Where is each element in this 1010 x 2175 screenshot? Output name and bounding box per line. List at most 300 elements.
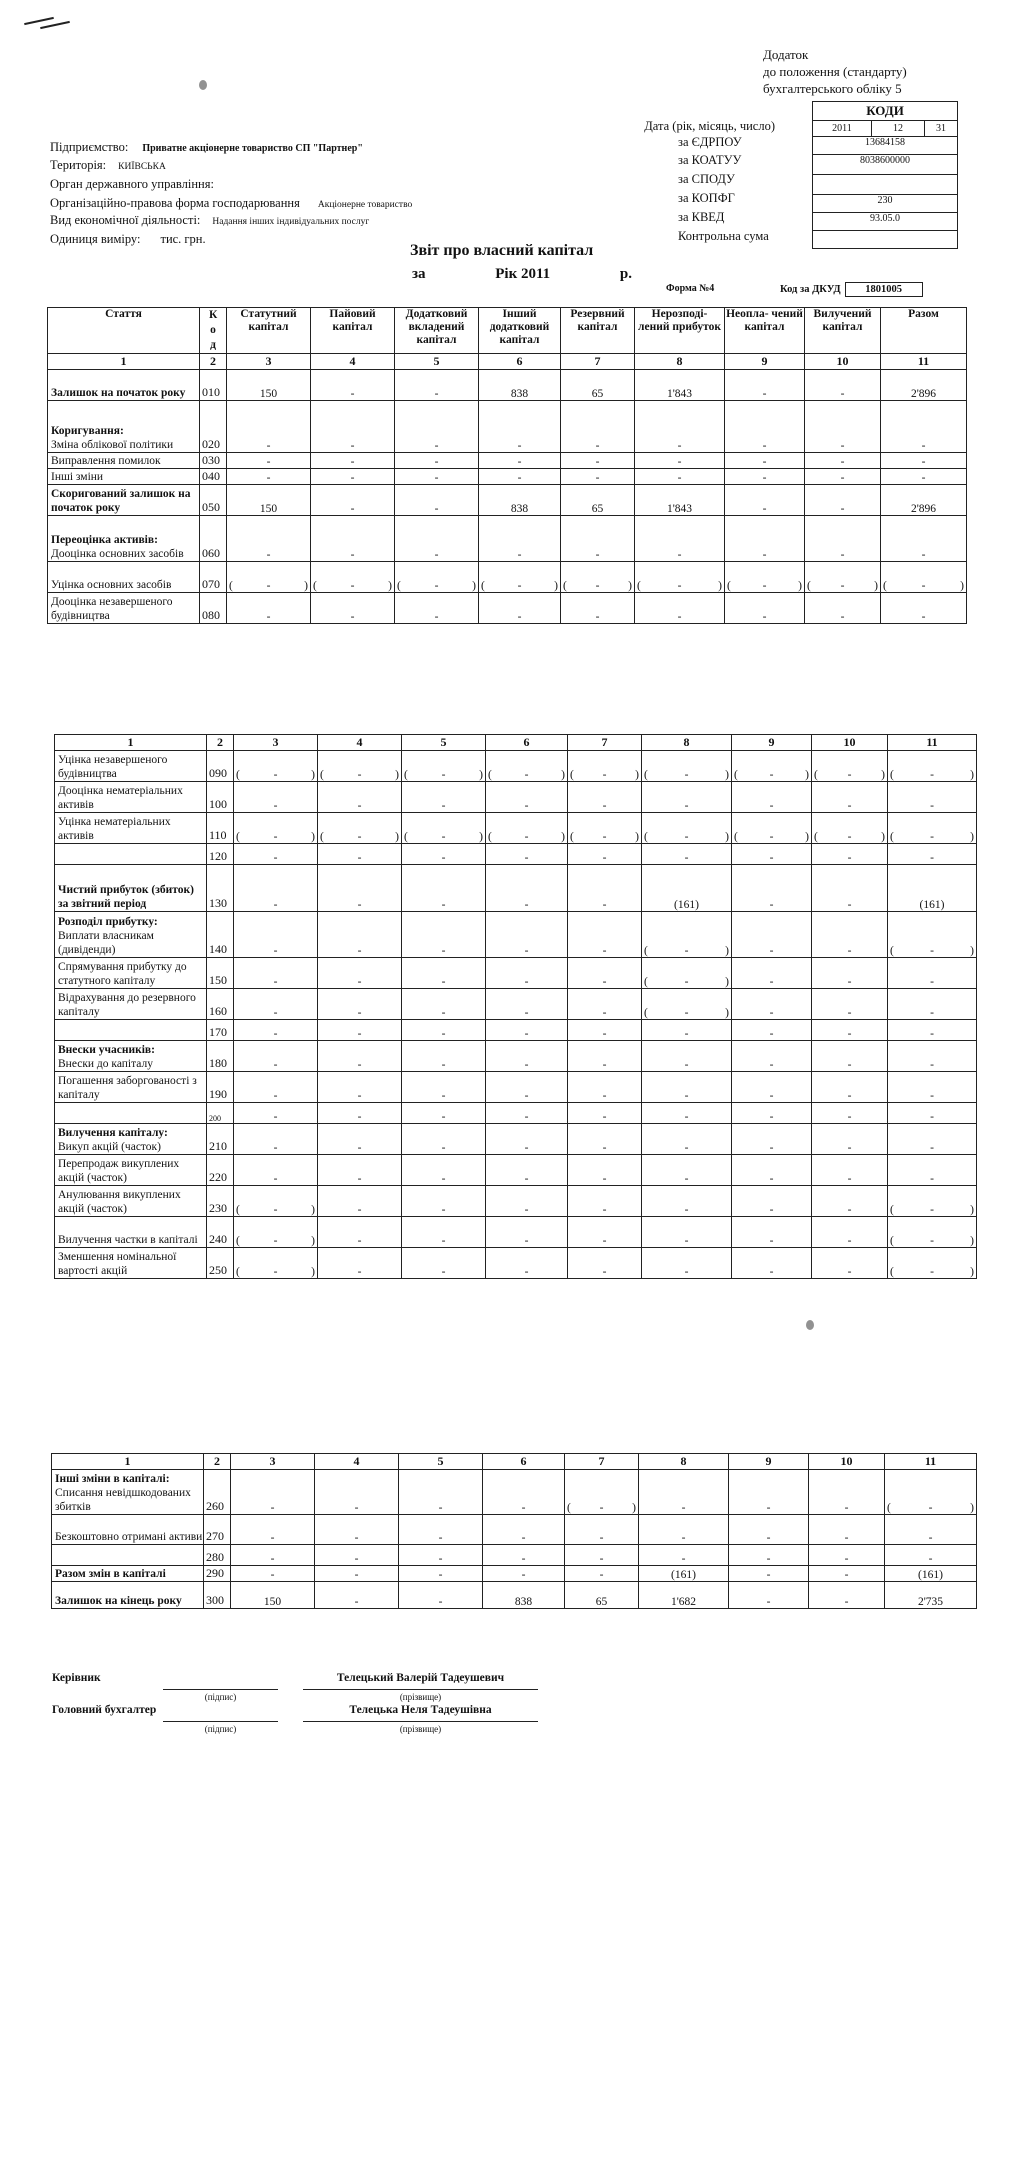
- scan-speck: [199, 80, 207, 90]
- value-cell: (161): [639, 1566, 729, 1582]
- value-cell: [234, 813, 318, 844]
- value-cell: -: [399, 1566, 483, 1582]
- value-cell: -: [642, 1072, 732, 1103]
- value-cell: -: [311, 516, 395, 562]
- value-cell: [311, 562, 395, 593]
- codes-title: КОДИ: [866, 103, 904, 118]
- dkud-value: 1801005: [845, 282, 923, 297]
- bracketed-value: ( - ): [313, 580, 392, 592]
- row-title: Зміна облікової політики: [51, 439, 174, 451]
- period-suffix: р.: [619, 266, 632, 282]
- dkud-label: Код за ДКУД: [780, 284, 841, 295]
- value-cell: [395, 562, 479, 593]
- value-cell: 2'896: [881, 485, 967, 516]
- value-cell: -: [234, 865, 318, 912]
- value-cell: [234, 1217, 318, 1248]
- value-cell: -: [318, 1072, 402, 1103]
- value-cell: -: [402, 989, 486, 1020]
- value-cell: -: [486, 1103, 568, 1124]
- row-code: 160: [207, 989, 234, 1020]
- column-number: 10: [809, 1454, 885, 1470]
- row-code: 180: [207, 1041, 234, 1072]
- value-cell: -: [725, 516, 805, 562]
- column-number: 4: [318, 735, 402, 751]
- value-cell: -: [568, 958, 642, 989]
- value-cell: -: [402, 958, 486, 989]
- value-cell: -: [642, 1124, 732, 1155]
- bracketed-value: ( - ): [644, 976, 729, 988]
- pen-mark: [40, 21, 70, 29]
- row-label: [48, 401, 200, 453]
- value-cell: [565, 1470, 639, 1515]
- value-cell: -: [725, 469, 805, 485]
- row-label: [55, 1072, 207, 1103]
- row-label: [55, 782, 207, 813]
- value-cell: [486, 813, 568, 844]
- value-cell: -: [395, 469, 479, 485]
- sign-caption: (підпис): [204, 1724, 237, 1734]
- code-label: за КОПФГ: [678, 191, 735, 205]
- value-cell: -: [483, 1545, 565, 1566]
- column-number: 9: [729, 1454, 809, 1470]
- row-code: 140: [207, 912, 234, 958]
- value-cell: 150: [227, 370, 311, 401]
- col-header: Неопла- чений капітал: [725, 308, 805, 354]
- value-cell: -: [642, 1020, 732, 1041]
- value-cell: [486, 751, 568, 782]
- value-cell: -: [486, 1155, 568, 1186]
- bracketed-value: ( - ): [890, 1235, 974, 1247]
- row-group-title: Вилучення капіталу:: [58, 1127, 168, 1139]
- bracketed-value: ( - ): [890, 1204, 974, 1216]
- value-cell: -: [568, 989, 642, 1020]
- value-cell: 1'843: [635, 485, 725, 516]
- value-cell: -: [805, 485, 881, 516]
- sign-caption: (підпис): [204, 1692, 237, 1702]
- column-number: 11: [881, 354, 967, 370]
- bracketed-value: ( - ): [404, 769, 483, 781]
- kopfg-value: 230: [813, 194, 957, 212]
- value-cell: -: [732, 912, 812, 958]
- territory-label: Територія:: [50, 158, 107, 172]
- row-label: [48, 562, 200, 593]
- appendix-line: Додаток: [763, 47, 809, 62]
- report-period: [412, 266, 632, 283]
- bracketed-value: ( - ): [563, 580, 632, 592]
- bracketed-value: ( - ): [883, 580, 964, 592]
- value-cell: 65: [561, 485, 635, 516]
- value-cell: [642, 958, 732, 989]
- row-title: Дооцінка незавершеного будівництва: [51, 596, 173, 622]
- row-code: 290: [204, 1566, 231, 1582]
- column-number: 7: [565, 1454, 639, 1470]
- table-row: [55, 958, 977, 989]
- legal-form-row: [50, 196, 412, 211]
- value-cell: -: [234, 844, 318, 865]
- value-cell: [568, 751, 642, 782]
- row-label: [48, 516, 200, 562]
- activity-label: Вид економічної діяльності:: [50, 213, 201, 227]
- table-row: [55, 1248, 977, 1279]
- value-cell: [725, 562, 805, 593]
- row-title: Уцінка основних засобів: [51, 579, 172, 591]
- column-number: 1: [52, 1454, 204, 1470]
- value-cell: (161): [885, 1566, 977, 1582]
- row-code: 210: [207, 1124, 234, 1155]
- value-cell: -: [479, 593, 561, 624]
- row-code: 240: [207, 1217, 234, 1248]
- value-cell: -: [642, 1217, 732, 1248]
- value-cell: -: [231, 1470, 315, 1515]
- row-group-title: Розподіл прибутку:: [58, 916, 158, 928]
- table-row: [52, 1545, 977, 1566]
- row-code: 130: [207, 865, 234, 912]
- value-cell: -: [486, 1124, 568, 1155]
- table-row: [52, 1566, 977, 1582]
- value-cell: -: [318, 1248, 402, 1279]
- value-cell: -: [635, 469, 725, 485]
- value-cell: [888, 813, 977, 844]
- bracketed-value: ( - ): [890, 945, 974, 957]
- code-label: за КВЕД: [678, 210, 725, 224]
- table-row: [48, 485, 967, 516]
- col-header: Додатковий вкладений капітал: [395, 308, 479, 354]
- value-cell: -: [635, 401, 725, 453]
- value-cell: [732, 751, 812, 782]
- value-cell: -: [486, 782, 568, 813]
- accountant-signature-line: [163, 1721, 278, 1722]
- row-code: 280: [204, 1545, 231, 1566]
- value-cell: -: [561, 469, 635, 485]
- value-cell: -: [881, 469, 967, 485]
- edrpou-value: 13684158: [813, 136, 957, 154]
- table-row: [52, 1470, 977, 1515]
- value-cell: -: [888, 1124, 977, 1155]
- column-number: 3: [231, 1454, 315, 1470]
- value-cell: -: [732, 1124, 812, 1155]
- value-cell: -: [318, 865, 402, 912]
- bracketed-value: ( - ): [567, 1502, 636, 1514]
- row-group-title: Коригування:: [51, 425, 124, 437]
- row-label: [55, 1155, 207, 1186]
- value-cell: [234, 1248, 318, 1279]
- row-label: [52, 1515, 204, 1545]
- value-cell: -: [486, 865, 568, 912]
- table-row: [48, 469, 967, 485]
- table-row: [55, 989, 977, 1020]
- bracketed-value: ( - ): [890, 831, 974, 843]
- value-cell: -: [729, 1470, 809, 1515]
- value-cell: -: [732, 1020, 812, 1041]
- director-name-line: [303, 1689, 538, 1690]
- row-code: 060: [200, 516, 227, 562]
- value-cell: -: [812, 989, 888, 1020]
- row-title: Дооцінка основних засобів: [51, 548, 184, 560]
- value-cell: -: [318, 1020, 402, 1041]
- director-name: Телецький Валерій Тадеушевич: [336, 1672, 505, 1684]
- table-row: [55, 1072, 977, 1103]
- equity-table-part-3: [51, 1453, 977, 1609]
- value-cell: -: [318, 1041, 402, 1072]
- value-cell: [402, 751, 486, 782]
- value-cell: -: [639, 1515, 729, 1545]
- value-cell: -: [227, 469, 311, 485]
- value-cell: -: [483, 1566, 565, 1582]
- value-cell: [318, 813, 402, 844]
- value-cell: -: [881, 453, 967, 469]
- value-cell: -: [642, 1155, 732, 1186]
- value-cell: -: [561, 593, 635, 624]
- value-cell: -: [479, 469, 561, 485]
- value-cell: -: [732, 958, 812, 989]
- row-label: [48, 453, 200, 469]
- header-row: [48, 308, 967, 354]
- value-cell: -: [479, 516, 561, 562]
- row-code: 150: [207, 958, 234, 989]
- value-cell: -: [732, 1155, 812, 1186]
- column-number: 3: [234, 735, 318, 751]
- table-row: [55, 912, 977, 958]
- value-cell: (161): [888, 865, 977, 912]
- value-cell: -: [318, 1155, 402, 1186]
- unit-row: [50, 232, 206, 247]
- legal-form-value: Акціонерне товариство: [317, 200, 413, 210]
- enterprise-value: Приватне акціонерне товариство СП "Партнер": [142, 143, 363, 154]
- row-code: 170: [207, 1020, 234, 1041]
- col-header: Разом: [881, 308, 967, 354]
- bracketed-value: ( - ): [404, 831, 483, 843]
- row-label: [48, 469, 200, 485]
- value-cell: -: [639, 1545, 729, 1566]
- value-cell: -: [486, 989, 568, 1020]
- table-row: [55, 751, 977, 782]
- value-cell: -: [318, 912, 402, 958]
- value-cell: -: [395, 370, 479, 401]
- value-cell: -: [888, 782, 977, 813]
- value-cell: [732, 813, 812, 844]
- column-number: 9: [732, 735, 812, 751]
- value-cell: [888, 1186, 977, 1217]
- value-cell: -: [231, 1515, 315, 1545]
- row-title: Виплати власникам (дивіденди): [58, 930, 154, 956]
- value-cell: -: [805, 593, 881, 624]
- value-cell: [888, 751, 977, 782]
- row-label: [48, 485, 200, 516]
- legal-form-label: Організаційно-правова форма господарювання: [50, 196, 300, 210]
- accountant-name: Телецька Неля Тадеушівна: [349, 1704, 492, 1716]
- value-cell: -: [315, 1515, 399, 1545]
- value-cell: -: [231, 1566, 315, 1582]
- value-cell: -: [809, 1515, 885, 1545]
- value-cell: -: [402, 1186, 486, 1217]
- bracketed-value: ( - ): [236, 1204, 315, 1216]
- value-cell: -: [635, 593, 725, 624]
- bracketed-value: ( - ): [727, 580, 802, 592]
- column-number: 8: [642, 735, 732, 751]
- value-cell: -: [805, 453, 881, 469]
- value-cell: -: [395, 485, 479, 516]
- value-cell: -: [809, 1545, 885, 1566]
- value-cell: -: [315, 1545, 399, 1566]
- bracketed-value: ( - ): [570, 831, 639, 843]
- value-cell: -: [234, 958, 318, 989]
- value-cell: -: [568, 1217, 642, 1248]
- value-cell: -: [234, 1041, 318, 1072]
- row-title: Разом змін в капіталі: [55, 1568, 166, 1580]
- value-cell: [888, 1248, 977, 1279]
- value-cell: -: [888, 1072, 977, 1103]
- value-cell: -: [881, 516, 967, 562]
- row-label: [52, 1582, 204, 1609]
- value-cell: -: [732, 1103, 812, 1124]
- value-cell: -: [568, 844, 642, 865]
- code-label: Контрольна сума: [678, 229, 769, 243]
- column-number: 1: [55, 735, 207, 751]
- row-label: [55, 844, 207, 865]
- value-cell: -: [311, 370, 395, 401]
- row-title: Погашення заборгованості з капіталу: [58, 1075, 197, 1101]
- col-header: Вилучений капітал: [805, 308, 881, 354]
- activity-row: [50, 213, 369, 228]
- value-cell: -: [725, 401, 805, 453]
- row-title: Відрахування до резервного капіталу: [58, 992, 196, 1018]
- row-code: 100: [207, 782, 234, 813]
- value-cell: -: [639, 1470, 729, 1515]
- row-label: [52, 1470, 204, 1515]
- bracketed-value: ( - ): [814, 831, 885, 843]
- row-code: 270: [204, 1515, 231, 1545]
- column-number: 8: [635, 354, 725, 370]
- code-label: за ЄДРПОУ: [678, 135, 742, 149]
- table-row: [55, 813, 977, 844]
- appendix-line: бухгалтерського обліку 5: [763, 81, 902, 96]
- accountant-label: Головний бухгалтер: [52, 1704, 157, 1716]
- row-group-title: Внески учасників:: [58, 1044, 155, 1056]
- bracketed-value: ( - ): [644, 1007, 729, 1019]
- value-cell: -: [399, 1582, 483, 1609]
- table-row: [55, 1217, 977, 1248]
- value-cell: [812, 813, 888, 844]
- value-cell: -: [318, 1186, 402, 1217]
- value-cell: -: [729, 1515, 809, 1545]
- column-number: 10: [812, 735, 888, 751]
- value-cell: -: [486, 844, 568, 865]
- value-cell: -: [234, 1155, 318, 1186]
- value-cell: -: [402, 844, 486, 865]
- row-label: [55, 912, 207, 958]
- bracketed-value: ( - ): [637, 580, 722, 592]
- row-label: [55, 865, 207, 912]
- value-cell: -: [642, 1041, 732, 1072]
- bracketed-value: ( - ): [814, 769, 885, 781]
- spodu-value: [813, 174, 957, 194]
- value-cell: [234, 751, 318, 782]
- column-numbers-row: [52, 1454, 977, 1470]
- column-number: 9: [725, 354, 805, 370]
- value-cell: -: [483, 1470, 565, 1515]
- value-cell: -: [888, 1103, 977, 1124]
- row-code: 090: [207, 751, 234, 782]
- row-code: 070: [200, 562, 227, 593]
- bracketed-value: ( - ): [320, 769, 399, 781]
- equity-table-part-1: [47, 307, 967, 624]
- value-cell: -: [399, 1515, 483, 1545]
- value-cell: [885, 1470, 977, 1515]
- row-code: 190: [207, 1072, 234, 1103]
- row-code: 230: [207, 1186, 234, 1217]
- bracketed-value: ( - ): [734, 769, 809, 781]
- bracketed-value: ( - ): [644, 831, 729, 843]
- table-row: [48, 370, 967, 401]
- row-label: [55, 1186, 207, 1217]
- value-cell: [402, 813, 486, 844]
- value-cell: -: [725, 485, 805, 516]
- row-group-title: Інші зміни в капіталі:: [55, 1473, 170, 1485]
- row-label: [55, 1248, 207, 1279]
- value-cell: -: [642, 844, 732, 865]
- value-cell: -: [812, 1155, 888, 1186]
- row-code: 050: [200, 485, 227, 516]
- activity-value: Надання інших індивідуальних послуг: [212, 217, 370, 227]
- value-cell: -: [486, 1041, 568, 1072]
- period-value: Рік 2011: [495, 266, 551, 282]
- value-cell: -: [315, 1470, 399, 1515]
- table-row: [55, 782, 977, 813]
- row-label: [55, 813, 207, 844]
- table-row: [55, 1103, 977, 1124]
- row-title: Зменшення номінальної вартості акцій: [58, 1251, 177, 1277]
- value-cell: -: [805, 469, 881, 485]
- code-label: за КОАТУУ: [678, 153, 742, 167]
- value-cell: -: [318, 958, 402, 989]
- codes-box: [812, 101, 958, 249]
- value-cell: -: [642, 1248, 732, 1279]
- row-title: Виправлення помилок: [51, 455, 161, 467]
- value-cell: 1'682: [639, 1582, 729, 1609]
- value-cell: -: [318, 1103, 402, 1124]
- column-number: 5: [402, 735, 486, 751]
- row-code: 300: [204, 1582, 231, 1609]
- value-cell: -: [311, 593, 395, 624]
- value-cell: -: [812, 1072, 888, 1103]
- row-title: Дооцінка нематеріальних активів: [58, 785, 183, 811]
- koatuu-value: 8038600000: [813, 154, 957, 174]
- value-cell: -: [483, 1515, 565, 1545]
- table-row: [55, 1155, 977, 1186]
- value-cell: -: [568, 1155, 642, 1186]
- row-code: 220: [207, 1155, 234, 1186]
- column-number: 5: [395, 354, 479, 370]
- bracketed-value: ( - ): [807, 580, 878, 592]
- bracketed-value: ( - ): [236, 1266, 315, 1278]
- column-number: 8: [639, 1454, 729, 1470]
- column-number: 4: [311, 354, 395, 370]
- row-title: Вилучення частки в капіталі: [58, 1234, 198, 1246]
- codes-labels: [620, 119, 775, 246]
- value-cell: -: [888, 1041, 977, 1072]
- value-cell: -: [402, 1155, 486, 1186]
- bracketed-value: ( - ): [488, 769, 565, 781]
- value-cell: -: [395, 401, 479, 453]
- date-row: [813, 120, 957, 136]
- row-title: Залишок на початок року: [51, 387, 186, 399]
- bracketed-value: ( - ): [890, 769, 974, 781]
- value-cell: -: [805, 516, 881, 562]
- row-title: Спрямування прибутку до статутного капіталу: [58, 961, 187, 987]
- value-cell: -: [227, 401, 311, 453]
- row-group-title: Переоцінка активів:: [51, 534, 158, 546]
- value-cell: 1'843: [635, 370, 725, 401]
